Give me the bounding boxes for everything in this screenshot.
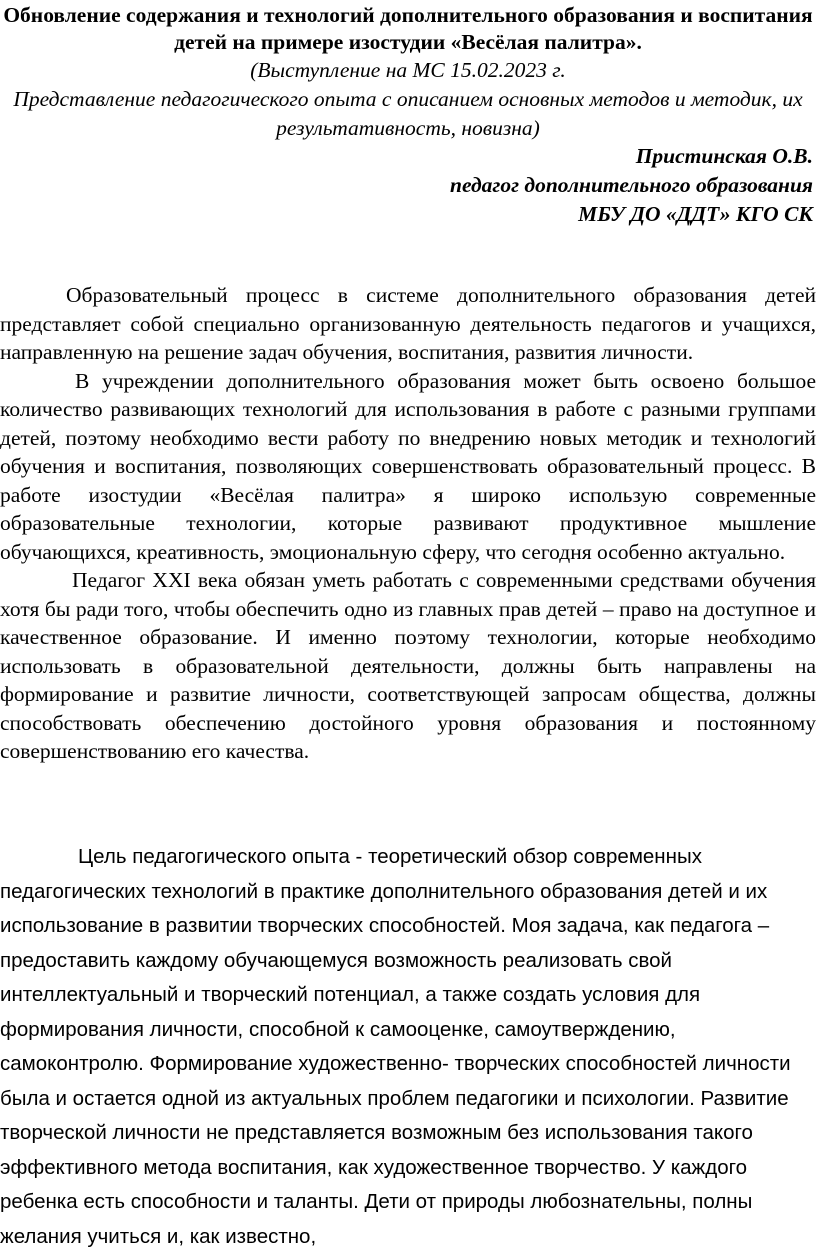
author-block: [113, 142, 813, 229]
author-position: педагог дополнительного образования: [450, 173, 813, 197]
author-name: Пристинская О.В.: [635, 144, 813, 168]
paragraph-intro: Образовательный процесс в системе дополнительного образования детей представляет собой специально организованную деятельность педагогов и учащихся, направленную на решение задач обучения, воспитания, развития личности.: [0, 283, 816, 364]
paragraph-goal: Цель педагогического опыта - теоретический обзор современных педагогических технологий в практике дополнительного образования детей и их использование в развитии творческих способностей. Моя задача, как педагога – предоставить каждому обучающемуся возможность реализовать свой интеллектуальный и творческий потенциал, а также создать условия для формирования личности, способной к самооценке, самоутверждению, самоконтролю. Формирование художественно- творческих способностей личности была и остается одной из актуальных проблем педагогики и психологии. Развитие творческой личности не представляется возможным без использования такого эффективного метода воспитания, как художественное творчество. У каждого ребенка есть способности и таланты. Дети от природы любознательны, полны желания учиться и, как известно,: [0, 845, 791, 1248]
paragraph-technologies: В учреждении дополнительного образования может быть освоено большое количество развивающих технологий для использования в работе с разными группами детей, поэтому необходимо вести работу по внедрению новых методик и технологий обучения и воспитания, позволяющих совершенствовать образовательный процесс. В работе изостудии «Весёлая палитра» я широко использую современные образовательные технологии, которые развивают продуктивное мышление обучающихся, креативность, эмоциональную сферу, что сегодня особенно актуально.: [0, 368, 816, 564]
body-text: [0, 281, 816, 766]
body-text-goal: [0, 840, 800, 1254]
subtitle-line-date: (Выступление на МС 15.02.2023 г.: [250, 58, 566, 82]
paragraph-teacher-21-century: Педагог XXI века обязан уметь работать с современными средствами обучения хотя бы ради того, чтобы обеспечить одно из главных прав детей – право на доступное и качественное образование. И именно поэтому технологии, которые необходимо использовать в образовательной деятельности, должны быть направлены на формирование и развитие личности, соответствующей запросам общества, должны способствовать обеспечению достойного уровня образования и постоянному совершенствованию его качества.: [0, 568, 816, 763]
document-title: Обновление содержания и технологий дополнительного образования и воспитания детей на примере изостудии «Весёлая палитра».: [3, 3, 813, 54]
document-subtitle: [0, 56, 816, 143]
author-organization: МБУ ДО «ДДТ» КГО СК: [578, 202, 813, 226]
subtitle-line-description: Представление педагогического опыта с описанием основных методов и методик, их результативность, новизна): [13, 87, 803, 140]
